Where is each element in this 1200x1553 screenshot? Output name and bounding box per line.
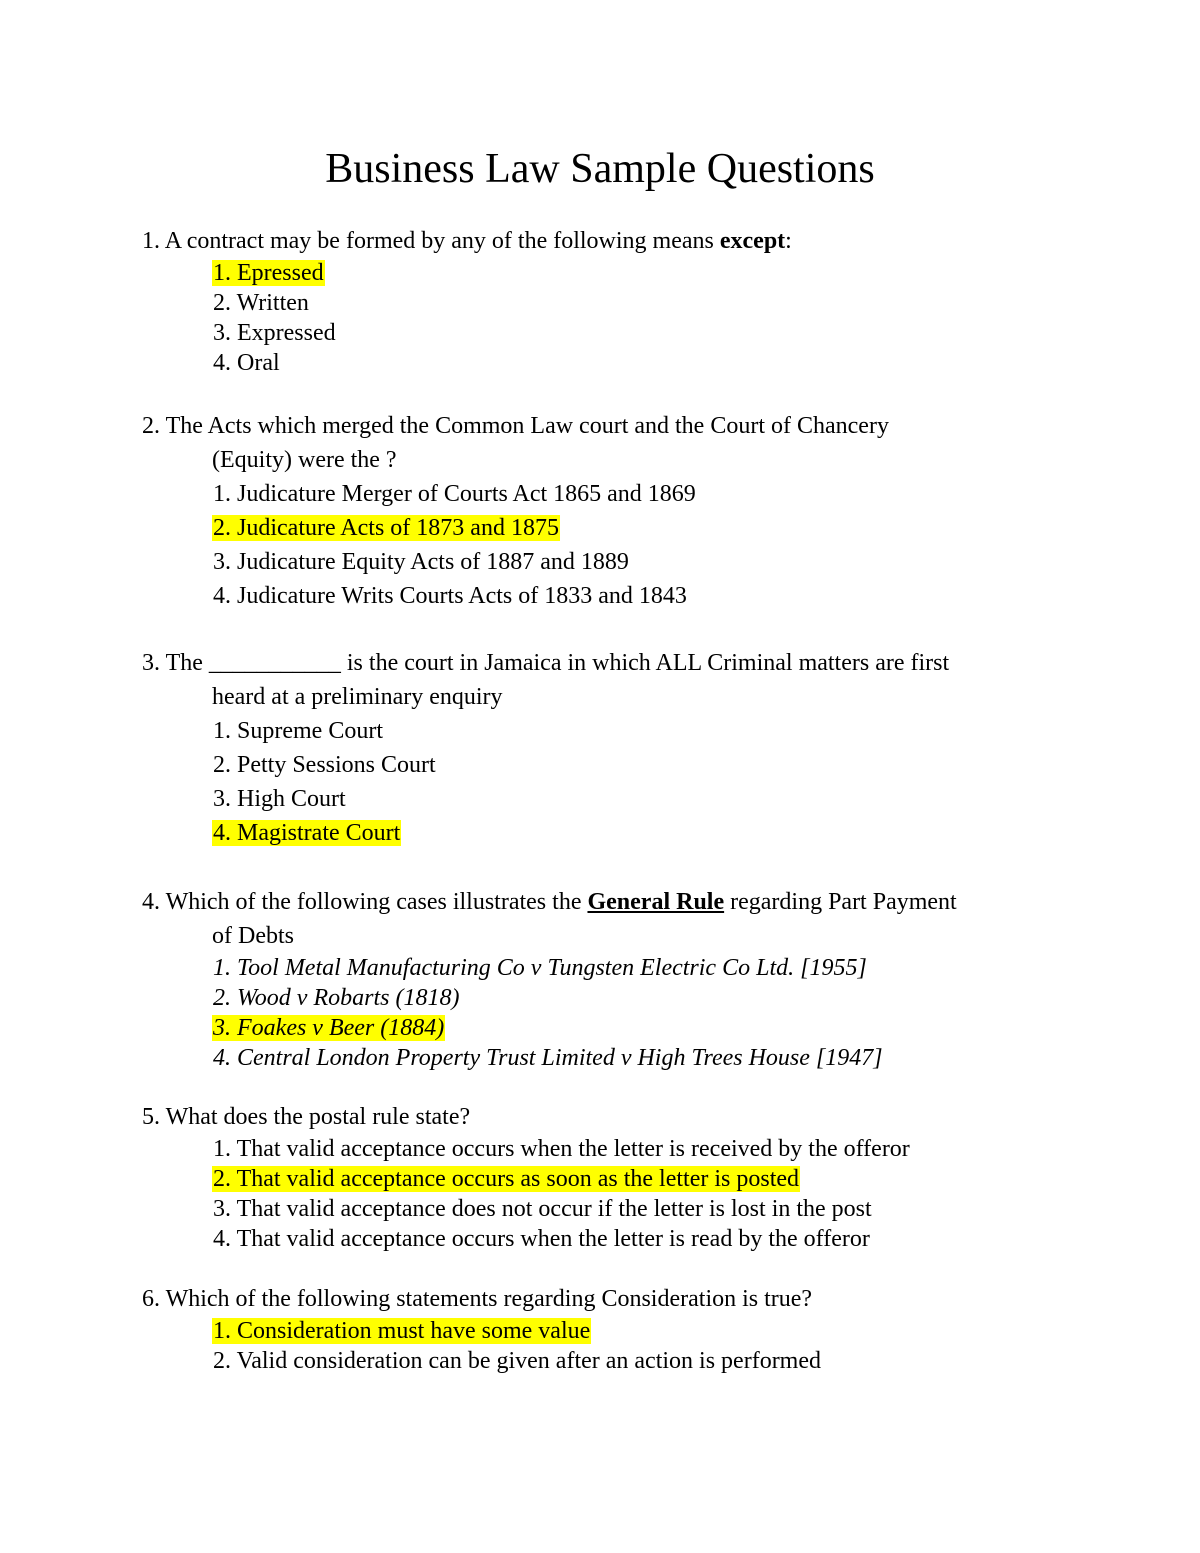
option-2: 2. Judicature Acts of 1873 and 1875 [213,515,559,541]
stem-text: What does the postal rule state? [165,1104,471,1130]
option-2: 2. Written [213,290,309,316]
option-3: 3. Foakes v Beer (1884) [213,1015,445,1041]
option-4: 4. Judicature Writs Courts Acts of 1833 and 1843 [213,583,687,609]
stem-emphasis: General Rule [587,889,725,915]
stem-emphasis: except [719,228,786,254]
option-1: 1. Judicature Merger of Courts Act 1865 and 1869 [213,481,696,507]
stem-text: A contract may be formed by any of the following means [164,228,720,254]
option-4: 4. That valid acceptance occurs when the letter is read by the offeror [213,1226,870,1252]
option-2: 2. Wood v Robarts (1818) [213,985,460,1011]
question-number: 3. [142,650,160,676]
option-3: 3. That valid acceptance does not occur if the letter is lost in the post [213,1196,872,1222]
stem-text: The Acts which merged the Common Law court and the Court of Chancery [165,413,889,439]
question-stem [142,885,1060,953]
options-list [212,477,1060,613]
question-1 [142,224,1060,378]
question-number: 6. [142,1286,160,1312]
options-list [212,1134,1060,1254]
options-list [212,258,1060,378]
option-4: 4. Oral [213,350,280,376]
option-3: 3. High Court [213,786,346,812]
page-title: Business Law Sample Questions [325,146,875,192]
option-2: 2. That valid acceptance occurs as soon as the letter is posted [213,1166,800,1192]
option-3: 3. Judicature Equity Acts of 1887 and 1889 [213,549,629,575]
question-stem [142,646,1060,714]
option-3: 3. Expressed [213,320,336,346]
option-4: 4. Central London Property Trust Limited v High Trees House [1947] [213,1045,883,1071]
option-1: 1. Supreme Court [213,718,383,744]
option-1: 1. Tool Metal Manufacturing Co v Tungsten Electric Co Ltd. [1955] [213,955,867,981]
stem-text: Which of the following cases illustrates the [165,889,588,915]
stem-text-continued: (Equity) were the ? [212,447,397,473]
option-4: 4. Magistrate Court [213,820,401,846]
question-stem [142,1100,1060,1134]
question-3 [142,646,1060,850]
question-2 [142,409,1060,613]
question-stem [142,224,1060,258]
options-list [212,1316,1060,1376]
stem-text-end: regarding Part Payment [724,889,957,915]
option-2: 2. Valid consideration can be given after an action is performed [213,1348,822,1374]
option-1: 1. That valid acceptance occurs when the letter is received by the offeror [213,1136,910,1162]
stem-text-continued: heard at a preliminary enquiry [212,684,503,710]
stem-text: The ___________ is the court in Jamaica in which ALL Criminal matters are first [165,650,950,676]
stem-text-end: : [785,228,792,254]
options-list [212,953,1060,1073]
question-4 [142,885,1060,1073]
option-1: 1. Consideration must have some value [213,1318,591,1344]
option-2: 2. Petty Sessions Court [213,752,436,778]
option-1: 1. Epressed [213,260,324,286]
question-number: 2. [142,413,160,439]
question-number: 5. [142,1104,160,1130]
question-6 [142,1282,1060,1376]
stem-text-continued: of Debts [212,923,294,949]
stem-text: Which of the following statements regarding Consideration is true? [165,1286,813,1312]
question-5 [142,1100,1060,1254]
question-number: 4. [142,889,160,915]
question-number: 1. [142,228,160,254]
question-stem [142,409,1060,477]
options-list [212,714,1060,850]
question-stem [142,1282,1060,1316]
